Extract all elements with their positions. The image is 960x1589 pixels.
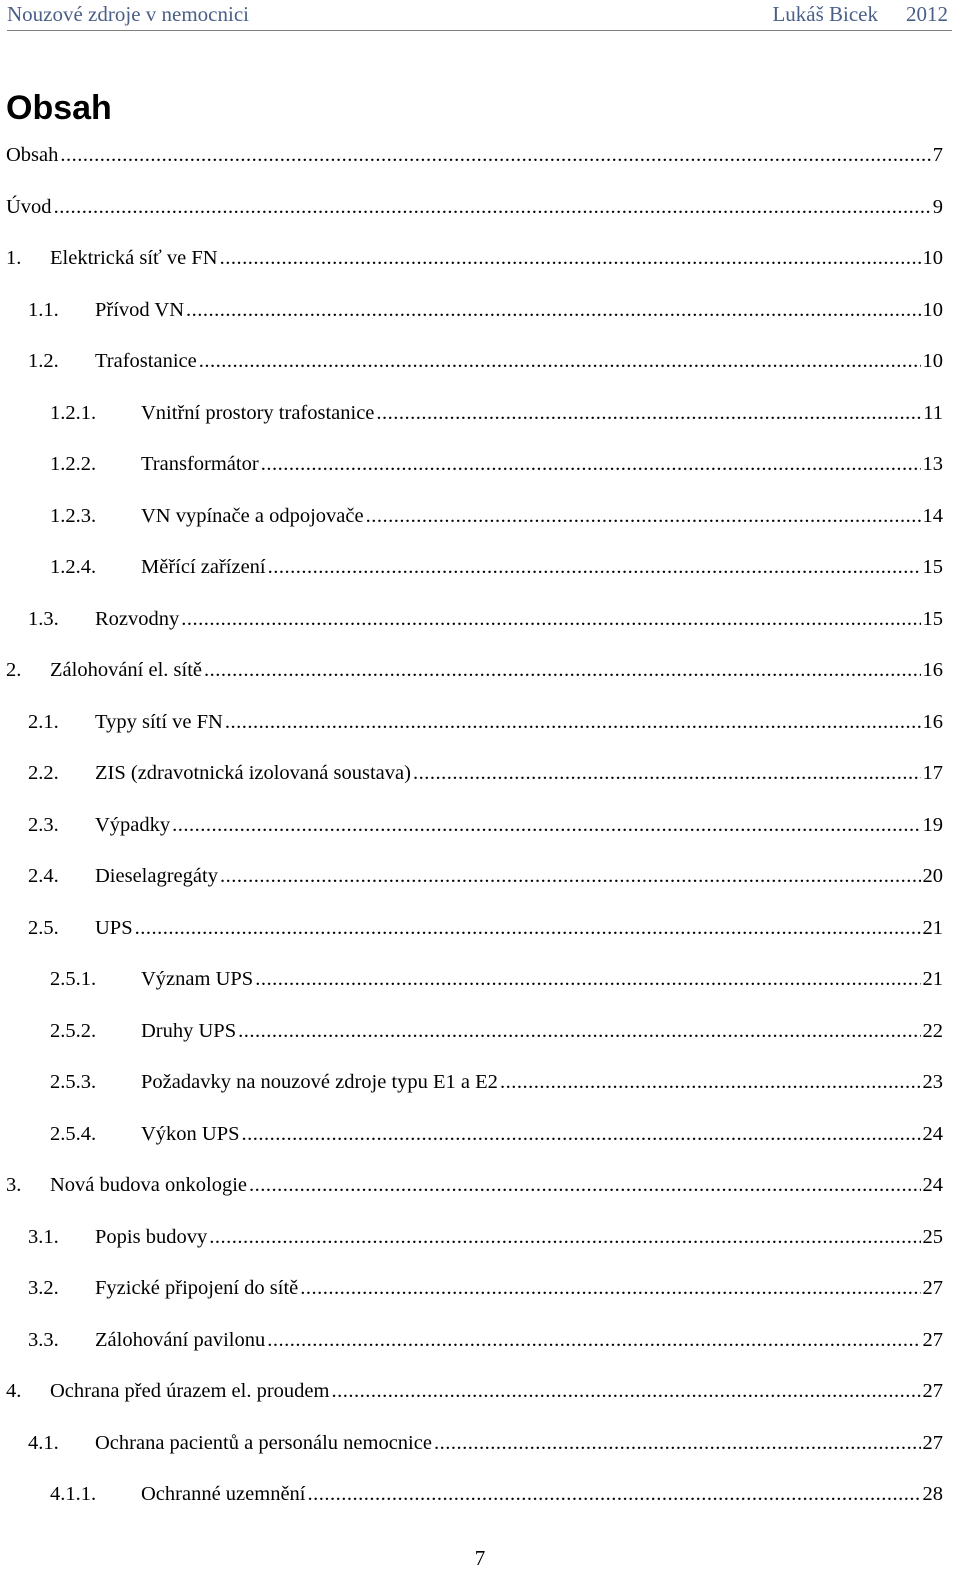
toc-entry-number: 1.2.4. bbox=[50, 556, 97, 578]
toc-entry-number: 3.1. bbox=[28, 1225, 59, 1248]
toc-entry-number: 1. bbox=[6, 247, 22, 269]
toc-entry[interactable] bbox=[50, 1121, 943, 1151]
toc-entry-label: Transformátor bbox=[141, 453, 259, 475]
toc-entry-label: Ochranné uzemnění bbox=[141, 1483, 306, 1505]
toc-entry-label: Ochrana pacientů a personálu nemocnice bbox=[95, 1431, 432, 1454]
toc-entry-page: 28 bbox=[922, 1483, 943, 1505]
toc-entry-label: Měřící zařízení bbox=[141, 556, 266, 578]
toc-entry-number: 2.5.2. bbox=[50, 1019, 97, 1042]
toc-entry-number: 2.1. bbox=[28, 710, 59, 733]
toc-dot-leader bbox=[242, 1121, 921, 1147]
toc-dot-leader bbox=[308, 1481, 921, 1507]
toc-entry-page: 24 bbox=[922, 1174, 943, 1196]
toc-dot-leader bbox=[135, 915, 921, 941]
toc-entry-label: VN vypínače a odpojovače bbox=[141, 504, 364, 527]
toc-entry-number: 1.2.3. bbox=[50, 504, 97, 527]
toc-entry-page: 24 bbox=[922, 1122, 943, 1145]
toc-entry-number: 1.2.1. bbox=[50, 401, 97, 424]
toc-dot-leader bbox=[172, 812, 920, 838]
toc-entry-label: Typy sítí ve FN bbox=[95, 710, 223, 733]
toc-entry[interactable] bbox=[6, 194, 943, 224]
toc-entry[interactable] bbox=[6, 245, 943, 275]
toc-entry-page: 15 bbox=[922, 556, 943, 578]
toc-entry[interactable] bbox=[28, 709, 943, 739]
header-author: Lukáš Bicek bbox=[772, 2, 878, 26]
page-number: 7 bbox=[474, 1546, 486, 1570]
toc-entry-page: 14 bbox=[922, 504, 943, 527]
toc-entry[interactable] bbox=[50, 1069, 943, 1099]
toc-entry-label: Dieselagregáty bbox=[95, 865, 218, 887]
toc-entry[interactable] bbox=[28, 297, 943, 327]
toc-entry-number: 2.4. bbox=[28, 865, 59, 887]
toc-entry[interactable] bbox=[28, 812, 943, 842]
toc-entry[interactable] bbox=[28, 1430, 943, 1460]
toc-entry[interactable] bbox=[28, 1275, 943, 1305]
toc-dot-leader bbox=[300, 1275, 920, 1301]
toc-entry[interactable] bbox=[28, 760, 943, 790]
toc-entry-page: 10 bbox=[922, 247, 943, 269]
toc-dot-leader bbox=[199, 348, 921, 374]
toc-entry-page: 27 bbox=[922, 1431, 943, 1454]
toc-entry-page: 16 bbox=[922, 710, 943, 733]
toc-entry-page: 10 bbox=[922, 298, 943, 321]
toc-entry-number: 2.5.4. bbox=[50, 1122, 97, 1145]
toc-entry-page: 20 bbox=[922, 865, 943, 887]
toc-entry-page: 7 bbox=[932, 144, 943, 166]
toc-entry-label: Zálohování el. sítě bbox=[50, 659, 202, 681]
toc-entry-label: Druhy UPS bbox=[141, 1019, 237, 1042]
toc-dot-leader bbox=[181, 606, 920, 632]
toc-entry[interactable] bbox=[6, 657, 943, 687]
page-title: Obsah bbox=[6, 89, 112, 127]
toc-entry-page: 11 bbox=[923, 401, 943, 424]
header-author-year bbox=[772, 2, 948, 27]
toc-dot-leader bbox=[54, 194, 931, 220]
toc-entry-label: Úvod bbox=[6, 195, 52, 218]
toc-entry-label: Výpadky bbox=[95, 813, 171, 836]
toc-entry-page: 21 bbox=[922, 968, 943, 990]
toc-entry-page: 23 bbox=[922, 1071, 943, 1093]
toc-dot-leader bbox=[413, 760, 921, 786]
toc-dot-leader bbox=[261, 451, 921, 477]
toc-entry-number: 1.1. bbox=[28, 298, 59, 321]
toc-entry-page: 27 bbox=[922, 1380, 943, 1402]
toc-entry-page: 21 bbox=[922, 916, 943, 939]
toc-entry-label: Vnitřní prostory trafostanice bbox=[141, 401, 375, 424]
toc-entry-label: Popis budovy bbox=[95, 1225, 208, 1248]
toc-entry[interactable] bbox=[50, 400, 943, 430]
header-year: 2012 bbox=[906, 2, 948, 26]
toc-dot-leader bbox=[186, 297, 920, 323]
toc-dot-leader bbox=[331, 1378, 920, 1404]
toc-dot-leader bbox=[225, 709, 921, 735]
toc-entry-label: Význam UPS bbox=[141, 968, 254, 990]
toc-dot-leader bbox=[209, 1224, 920, 1250]
toc-entry-page: 27 bbox=[922, 1328, 943, 1351]
toc-entry[interactable] bbox=[50, 451, 943, 481]
toc-entry[interactable] bbox=[6, 1378, 943, 1408]
toc-entry-label: Zálohování pavilonu bbox=[95, 1328, 266, 1351]
toc-entry-number: 2.5.1. bbox=[50, 968, 97, 990]
toc-entry-number: 3.3. bbox=[28, 1328, 59, 1351]
running-header bbox=[7, 0, 952, 31]
toc-entry[interactable] bbox=[50, 1018, 943, 1048]
toc-entry-number: 3. bbox=[6, 1174, 22, 1196]
toc-entry[interactable] bbox=[28, 1327, 943, 1357]
toc-entry-label: Obsah bbox=[6, 144, 59, 166]
toc-dot-leader bbox=[249, 1172, 921, 1198]
toc-dot-leader bbox=[500, 1069, 921, 1095]
toc-entry-page: 19 bbox=[922, 813, 943, 836]
toc-entry-number: 1.2.2. bbox=[50, 453, 97, 475]
toc-entry-page: 15 bbox=[922, 607, 943, 630]
toc-entry[interactable] bbox=[6, 1172, 943, 1202]
toc-entry-page: 22 bbox=[922, 1019, 943, 1042]
toc-entry[interactable] bbox=[28, 915, 943, 945]
toc-entry-label: Fyzické připojení do sítě bbox=[95, 1277, 299, 1299]
toc-entry[interactable] bbox=[50, 966, 943, 996]
toc-entry-page: 25 bbox=[922, 1225, 943, 1248]
toc-entry-label: Elektrická síť ve FN bbox=[50, 247, 218, 269]
toc-entry-label: Rozvodny bbox=[95, 607, 180, 630]
toc-entry-page: 16 bbox=[922, 659, 943, 681]
toc-entry[interactable] bbox=[28, 863, 943, 893]
toc-dot-leader bbox=[60, 142, 930, 168]
toc-entry[interactable] bbox=[28, 348, 943, 378]
toc-entry-number: 1.2. bbox=[28, 350, 59, 372]
toc-entry[interactable] bbox=[50, 503, 943, 533]
toc-entry-number: 4.1. bbox=[28, 1431, 59, 1454]
toc-dot-leader bbox=[238, 1018, 920, 1044]
toc-entry-label: Ochrana před úrazem el. proudem bbox=[50, 1380, 330, 1402]
toc-dot-leader bbox=[267, 1327, 920, 1353]
toc-dot-leader bbox=[255, 966, 920, 992]
toc-entry-page: 13 bbox=[922, 453, 943, 475]
toc-dot-leader bbox=[220, 245, 921, 271]
toc-entry-label: Trafostanice bbox=[95, 350, 197, 372]
toc-entry-label: Přívod VN bbox=[95, 298, 185, 321]
toc-entry-number: 2.5. bbox=[28, 916, 59, 939]
toc-dot-leader bbox=[204, 657, 921, 683]
toc-entry-page: 9 bbox=[932, 195, 943, 218]
toc-entry-label: Výkon UPS bbox=[141, 1122, 240, 1145]
header-document-title: Nouzové zdroje v nemocnici bbox=[7, 2, 249, 26]
toc-entry-page: 27 bbox=[922, 1277, 943, 1299]
toc-entry-label: ZIS (zdravotnická izolovaná soustava) bbox=[95, 762, 411, 784]
toc-entry[interactable] bbox=[28, 1224, 943, 1254]
toc-entry-number: 2.2. bbox=[28, 762, 59, 784]
toc-dot-leader bbox=[366, 503, 921, 529]
toc-dot-leader bbox=[268, 554, 921, 580]
toc-entry-number: 2. bbox=[6, 659, 22, 681]
toc-entry-number: 2.5.3. bbox=[50, 1071, 97, 1093]
toc-dot-leader bbox=[376, 400, 921, 426]
toc-entry-number: 4.1.1. bbox=[50, 1483, 97, 1505]
toc-entry-number: 1.3. bbox=[28, 607, 59, 630]
toc-entry[interactable] bbox=[50, 554, 943, 584]
toc-entry-number: 3.2. bbox=[28, 1277, 59, 1299]
toc-dot-leader bbox=[220, 863, 921, 889]
toc-entry-page: 17 bbox=[922, 762, 943, 784]
toc-entry-page: 10 bbox=[922, 350, 943, 372]
toc-entry-label: Požadavky na nouzové zdroje typu E1 a E2 bbox=[141, 1071, 498, 1093]
toc-entry-label: Nová budova onkologie bbox=[50, 1174, 247, 1196]
toc-entry[interactable] bbox=[6, 142, 943, 172]
toc-entry-number: 4. bbox=[6, 1380, 22, 1402]
toc-entry[interactable] bbox=[50, 1481, 943, 1511]
toc-entry-label: UPS bbox=[95, 916, 133, 939]
toc-entry[interactable] bbox=[28, 606, 943, 636]
toc-entry-number: 2.3. bbox=[28, 813, 59, 836]
toc-dot-leader bbox=[434, 1430, 921, 1456]
